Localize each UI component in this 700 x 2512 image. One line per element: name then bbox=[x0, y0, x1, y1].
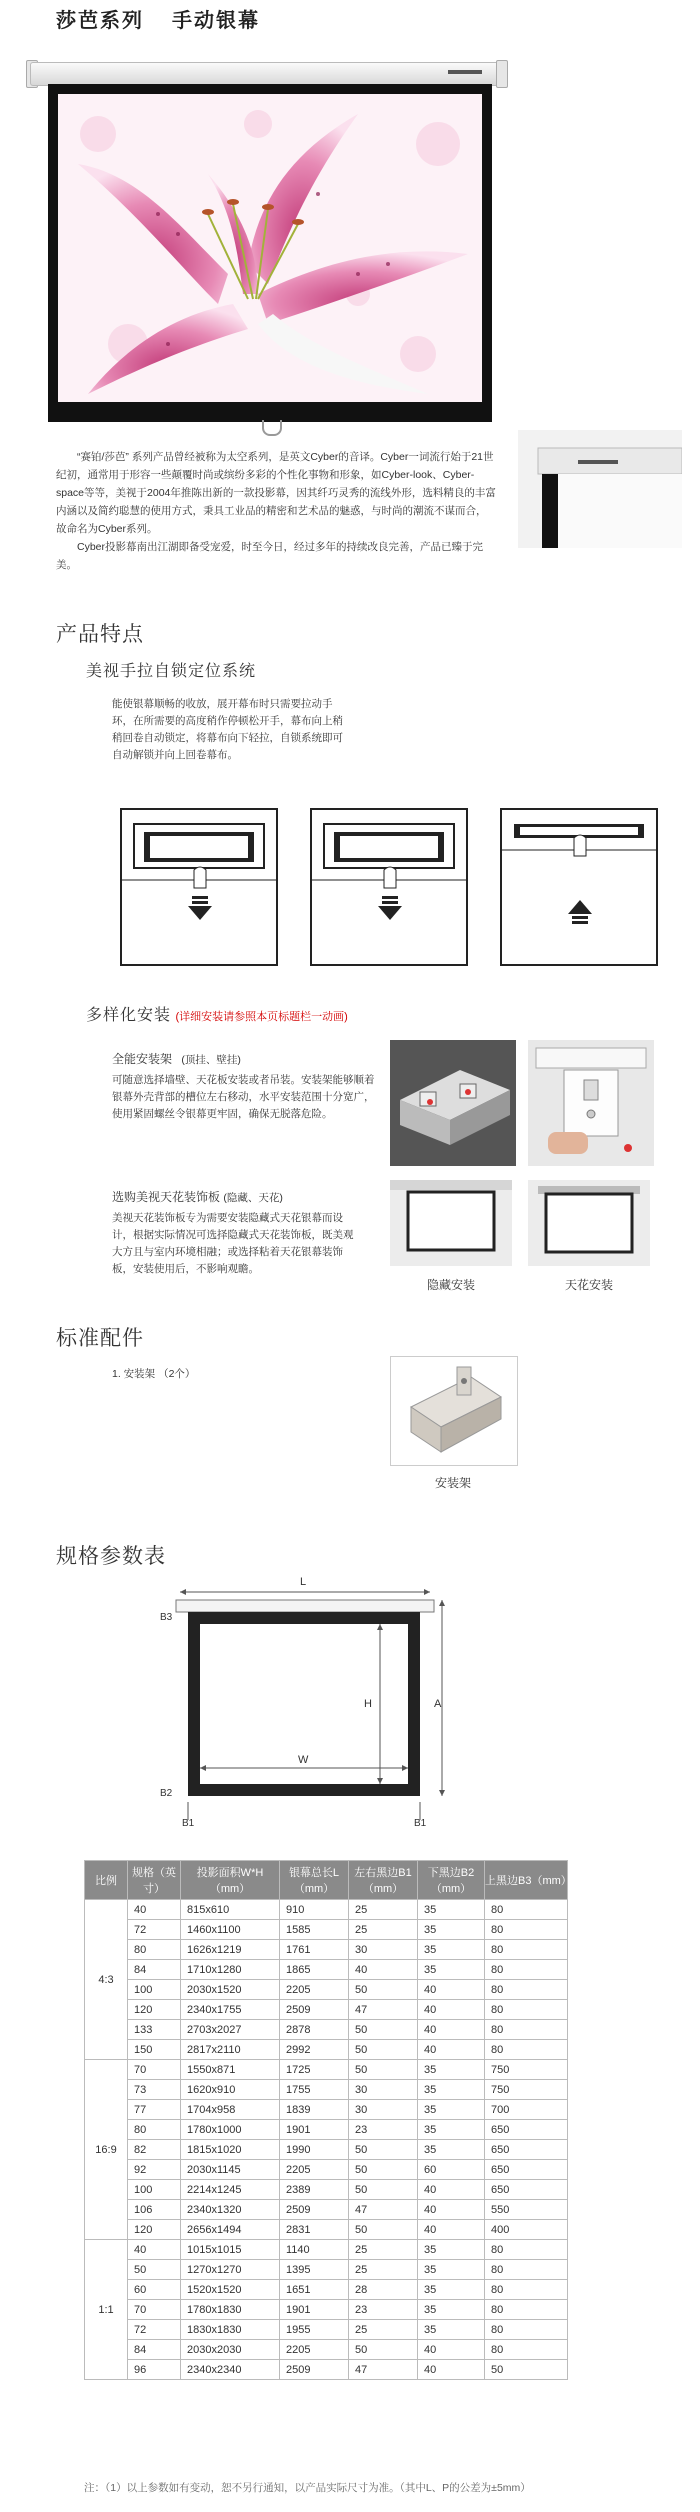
bracket-photo-2 bbox=[528, 1040, 654, 1166]
table-cell: 47 bbox=[349, 2200, 418, 2220]
table-row bbox=[85, 2080, 568, 2100]
table-cell: 2030x2030 bbox=[181, 2340, 280, 2360]
header-area: 投影面积W*H（mm） bbox=[181, 1861, 280, 1900]
table-row bbox=[85, 2260, 568, 2280]
table-cell: 80 bbox=[485, 2260, 568, 2280]
table-cell: 80 bbox=[485, 2020, 568, 2040]
table-row bbox=[85, 2340, 568, 2360]
table-cell: 150 bbox=[128, 2040, 181, 2060]
header-b1: 左右黑边B1（mm） bbox=[349, 1861, 418, 1900]
table-cell: 80 bbox=[485, 2280, 568, 2300]
table-cell: 35 bbox=[418, 2280, 485, 2300]
accessories-item: 1. 安装架 （2个） bbox=[112, 1368, 196, 1380]
lock-system-text: 能使银幕顺畅的收放，展开幕布时只需要拉动手环，在所需要的高度稍作停顿松开手，幕布向上稍稍回卷自动锁定，将幕布向下轻拉，自锁系统即可自动解锁并向上回卷幕布。 bbox=[112, 698, 343, 761]
table-cell: 1901 bbox=[280, 2300, 349, 2320]
header-length: 银幕总长L（mm） bbox=[280, 1861, 349, 1900]
label-B1-right: B1 bbox=[414, 1818, 427, 1829]
table-cell: 60 bbox=[418, 2160, 485, 2180]
table-cell: 40 bbox=[418, 2200, 485, 2220]
table-cell: 40 bbox=[418, 2220, 485, 2240]
table-row bbox=[85, 2300, 568, 2320]
table-cell: 28 bbox=[349, 2280, 418, 2300]
spec-table-header bbox=[85, 1861, 568, 1900]
table-cell: 70 bbox=[128, 2060, 181, 2080]
table-cell: 80 bbox=[485, 1920, 568, 1940]
table-cell: 1395 bbox=[280, 2260, 349, 2280]
table-cell: 80 bbox=[485, 2300, 568, 2320]
label-B1-left: B1 bbox=[182, 1818, 195, 1829]
table-cell: 120 bbox=[128, 2000, 181, 2020]
bracket-title: 全能安装架 bbox=[112, 1052, 173, 1066]
ceiling-title: 选购美视天花装饰板 bbox=[112, 1190, 221, 1204]
table-row bbox=[85, 2320, 568, 2340]
table-cell: 1901 bbox=[280, 2120, 349, 2140]
table-cell: 106 bbox=[128, 2200, 181, 2220]
label-W: W bbox=[298, 1754, 309, 1766]
header-b2: 下黑边B2（mm） bbox=[418, 1861, 485, 1900]
table-cell: 35 bbox=[418, 2080, 485, 2100]
table-cell: 1651 bbox=[280, 2280, 349, 2300]
table-cell: 72 bbox=[128, 2320, 181, 2340]
install-heading bbox=[86, 1002, 348, 1025]
table-cell: 2878 bbox=[280, 2020, 349, 2040]
table-cell: 50 bbox=[128, 2260, 181, 2280]
intro-paragraph-2: Cyber投影幕南出江湖即备受宠爱，时至今日，经过多年的持续改良完善，产品已臻于完美。 bbox=[56, 541, 484, 571]
table-cell: 25 bbox=[349, 2260, 418, 2280]
table-cell: 50 bbox=[349, 2160, 418, 2180]
lily-flower-image bbox=[58, 94, 482, 402]
table-cell: 50 bbox=[349, 2040, 418, 2060]
spec-table-wrapper bbox=[84, 1860, 572, 2380]
table-row bbox=[85, 2160, 568, 2180]
bracket-accessory-caption: 安装架 bbox=[434, 1476, 471, 1490]
ceiling-heading bbox=[112, 1188, 283, 1205]
table-row bbox=[85, 2100, 568, 2120]
table-cell: 96 bbox=[128, 2360, 181, 2380]
table-cell: 35 bbox=[418, 1960, 485, 1980]
table-cell: 400 bbox=[485, 2220, 568, 2240]
table-cell: 35 bbox=[418, 2240, 485, 2260]
table-cell: 80 bbox=[485, 1960, 568, 1980]
table-cell: 1550x871 bbox=[181, 2060, 280, 2080]
table-cell: 92 bbox=[128, 2160, 181, 2180]
table-cell: 70 bbox=[128, 2300, 181, 2320]
header-ratio: 比例 bbox=[85, 1861, 128, 1900]
table-cell: 35 bbox=[418, 2060, 485, 2080]
table-cell: 35 bbox=[418, 2320, 485, 2340]
table-cell: 47 bbox=[349, 2000, 418, 2020]
table-cell: 82 bbox=[128, 2140, 181, 2160]
table-row bbox=[85, 2220, 568, 2240]
table-cell: 2389 bbox=[280, 2180, 349, 2200]
table-cell: 1626x1219 bbox=[181, 1940, 280, 1960]
table-cell: 50 bbox=[349, 2060, 418, 2080]
table-cell: 2831 bbox=[280, 2220, 349, 2240]
table-cell: 25 bbox=[349, 2240, 418, 2260]
screen-corner-photo bbox=[518, 430, 682, 548]
table-cell: 35 bbox=[418, 2140, 485, 2160]
table-cell: 1761 bbox=[280, 1940, 349, 1960]
table-cell: 30 bbox=[349, 2100, 418, 2120]
table-cell: 550 bbox=[485, 2200, 568, 2220]
label-L: L bbox=[300, 1576, 307, 1588]
intro-paragraph-1: “赛铂/莎芭” 系列产品曾经被称为太空系列，是英文Cyber的音译。Cyber一词流行始于21世纪初，通常用于形容一些颠覆时尚或缤纷多彩的个性化事物和形象，如Cyber-look、Cyber-space等等，美视于2004年推陈出新的一款投影幕，因其纤巧灵秀的流线外形，选料精良的丰富内涵以及简约聪慧的使用方式，秉具工业品的精密和艺术品的魅惑，与时尚的潮流不谋而合，故命名为Cyber系列。 bbox=[56, 451, 496, 535]
header-b3: 上黑边B3（mm） bbox=[485, 1861, 568, 1900]
table-cell: 25 bbox=[349, 1900, 418, 1920]
table-cell: 1780x1830 bbox=[181, 2300, 280, 2320]
table-row bbox=[85, 2040, 568, 2060]
table-row bbox=[85, 2360, 568, 2380]
table-cell: 47 bbox=[349, 2360, 418, 2380]
product-title: 手动银幕 bbox=[172, 10, 260, 32]
table-cell: 650 bbox=[485, 2180, 568, 2200]
table-row bbox=[85, 2140, 568, 2160]
table-cell: 50 bbox=[485, 2360, 568, 2380]
ratio-cell: 16:9 bbox=[85, 2060, 128, 2240]
table-cell: 80 bbox=[485, 2040, 568, 2060]
table-cell: 35 bbox=[418, 2120, 485, 2140]
ceiling-install-caption: 天花安装 bbox=[564, 1278, 613, 1292]
table-cell: 2205 bbox=[280, 2340, 349, 2360]
table-cell: 120 bbox=[128, 2220, 181, 2240]
lock-system-heading: 美视手拉自锁定位系统 bbox=[86, 663, 257, 680]
bracket-heading bbox=[112, 1050, 241, 1067]
table-cell: 100 bbox=[128, 1980, 181, 2000]
table-cell: 2340x1755 bbox=[181, 2000, 280, 2020]
table-cell: 1520x1520 bbox=[181, 2280, 280, 2300]
table-cell: 50 bbox=[349, 2220, 418, 2240]
spec-heading: 规格参数表 bbox=[56, 1545, 166, 1568]
table-row bbox=[85, 2200, 568, 2220]
table-cell: 50 bbox=[349, 1980, 418, 2000]
table-cell: 40 bbox=[128, 1900, 181, 1920]
install-title: 多样化安装 bbox=[86, 1007, 172, 1024]
table-row bbox=[85, 2240, 568, 2260]
table-cell: 2030x1520 bbox=[181, 1980, 280, 2000]
features-heading: 产品特点 bbox=[56, 623, 144, 646]
table-cell: 2030x1145 bbox=[181, 2160, 280, 2180]
ratio-cell: 1:1 bbox=[85, 2240, 128, 2380]
table-cell: 133 bbox=[128, 2020, 181, 2040]
intro-text bbox=[56, 448, 496, 574]
table-row bbox=[85, 2020, 568, 2040]
bracket-photo-1 bbox=[390, 1040, 516, 1166]
spec-footnote: 注：（1）以上参数如有变动，恕不另行通知，以产品实际尺寸为准。（其中L、P的公差为±5mm） bbox=[84, 2482, 531, 2494]
table-cell: 40 bbox=[418, 2040, 485, 2060]
table-cell: 35 bbox=[418, 1900, 485, 1920]
install-note: (详细安装请参照本页标题栏一动画) bbox=[175, 1011, 348, 1023]
table-row bbox=[85, 1960, 568, 1980]
hidden-install-caption: 隐藏安装 bbox=[426, 1278, 475, 1292]
ceiling-install-photo bbox=[528, 1180, 650, 1266]
table-cell: 750 bbox=[485, 2060, 568, 2080]
table-cell: 35 bbox=[418, 2260, 485, 2280]
table-cell: 1015x1015 bbox=[181, 2240, 280, 2260]
table-cell: 2205 bbox=[280, 1980, 349, 2000]
table-row bbox=[85, 2180, 568, 2200]
table-cell: 80 bbox=[128, 2120, 181, 2140]
table-cell: 2340x1320 bbox=[181, 2200, 280, 2220]
table-cell: 80 bbox=[485, 2340, 568, 2360]
table-cell: 2340x2340 bbox=[181, 2360, 280, 2380]
table-cell: 1990 bbox=[280, 2140, 349, 2160]
table-cell: 650 bbox=[485, 2140, 568, 2160]
table-cell: 650 bbox=[485, 2160, 568, 2180]
table-cell: 1620x910 bbox=[181, 2080, 280, 2100]
table-cell: 2509 bbox=[280, 2000, 349, 2020]
label-B3: B3 bbox=[160, 1612, 173, 1623]
table-cell: 23 bbox=[349, 2120, 418, 2140]
table-cell: 80 bbox=[485, 1900, 568, 1920]
table-cell: 80 bbox=[485, 2320, 568, 2340]
table-cell: 100 bbox=[128, 2180, 181, 2200]
hidden-install-photo bbox=[390, 1180, 512, 1266]
table-cell: 1140 bbox=[280, 2240, 349, 2260]
dimension-diagram bbox=[160, 1576, 450, 1830]
table-cell: 80 bbox=[485, 2240, 568, 2260]
table-cell: 1270x1270 bbox=[181, 2260, 280, 2280]
table-cell: 35 bbox=[418, 1920, 485, 1940]
bracket-accessory-photo bbox=[390, 1356, 518, 1466]
table-cell: 1839 bbox=[280, 2100, 349, 2120]
table-row bbox=[85, 2120, 568, 2140]
table-cell: 2703x2027 bbox=[181, 2020, 280, 2040]
table-row bbox=[85, 1980, 568, 2000]
table-cell: 40 bbox=[418, 2340, 485, 2360]
table-cell: 40 bbox=[418, 2360, 485, 2380]
ceiling-text: 美视天花装饰板专为需要安装隐藏式天花银幕而设计，根据实际情况可选择隐藏式天花装饰板，既美观大方且与室内环境相融；或选择粘着天花银幕装饰板，安装使用后，不影响观瞻。 bbox=[112, 1212, 354, 1275]
label-B2: B2 bbox=[160, 1788, 173, 1799]
lock-diagram-lock bbox=[310, 808, 468, 966]
table-cell: 80 bbox=[485, 1980, 568, 2000]
table-cell: 72 bbox=[128, 1920, 181, 1940]
table-cell: 1755 bbox=[280, 2080, 349, 2100]
table-cell: 25 bbox=[349, 1920, 418, 1940]
table-cell: 2656x1494 bbox=[181, 2220, 280, 2240]
table-cell: 40 bbox=[418, 2180, 485, 2200]
spec-table bbox=[84, 1860, 572, 2380]
spec-table-body bbox=[85, 1900, 568, 2380]
table-cell: 50 bbox=[349, 2340, 418, 2360]
table-cell: 2205 bbox=[280, 2160, 349, 2180]
table-cell: 2509 bbox=[280, 2360, 349, 2380]
table-cell: 30 bbox=[349, 2080, 418, 2100]
table-cell: 1955 bbox=[280, 2320, 349, 2340]
page-title bbox=[56, 4, 260, 33]
table-cell: 1780x1000 bbox=[181, 2120, 280, 2140]
table-row bbox=[85, 2000, 568, 2020]
table-cell: 2992 bbox=[280, 2040, 349, 2060]
table-cell: 30 bbox=[349, 1940, 418, 1960]
table-cell: 40 bbox=[349, 1960, 418, 1980]
table-cell: 40 bbox=[418, 1980, 485, 2000]
table-cell: 1460x1100 bbox=[181, 1920, 280, 1940]
table-cell: 1830x1830 bbox=[181, 2320, 280, 2340]
ceiling-subtitle: (隐藏、天花) bbox=[223, 1192, 283, 1204]
table-cell: 77 bbox=[128, 2100, 181, 2120]
table-cell: 1585 bbox=[280, 1920, 349, 1940]
table-cell: 910 bbox=[280, 1900, 349, 1920]
table-cell: 80 bbox=[485, 1940, 568, 1960]
table-cell: 2509 bbox=[280, 2200, 349, 2220]
label-H: H bbox=[364, 1698, 372, 1710]
lock-diagram-retract bbox=[500, 808, 658, 966]
table-cell: 2817x2110 bbox=[181, 2040, 280, 2060]
table-cell: 25 bbox=[349, 2320, 418, 2340]
table-row bbox=[85, 1920, 568, 1940]
table-cell: 1704x958 bbox=[181, 2100, 280, 2120]
table-cell: 1710x1280 bbox=[181, 1960, 280, 1980]
table-cell: 80 bbox=[128, 1940, 181, 1960]
series-title: 莎芭系列 bbox=[56, 10, 144, 32]
table-row bbox=[85, 1940, 568, 1960]
table-cell: 84 bbox=[128, 1960, 181, 1980]
table-cell: 1815x1020 bbox=[181, 2140, 280, 2160]
table-cell: 40 bbox=[128, 2240, 181, 2260]
table-cell: 40 bbox=[418, 2000, 485, 2020]
table-cell: 50 bbox=[349, 2180, 418, 2200]
table-cell: 1865 bbox=[280, 1960, 349, 1980]
table-cell: 750 bbox=[485, 2080, 568, 2100]
table-row bbox=[85, 2280, 568, 2300]
table-cell: 40 bbox=[418, 2020, 485, 2040]
table-cell: 50 bbox=[349, 2020, 418, 2040]
bracket-text: 可随意选择墙壁、天花板安装或者吊装。安装架能够顺着银幕外壳背部的槽位左右移动，水平安装范围十分宽广，使用紧固螺丝令银幕更牢固，确保无脱落危险。 bbox=[112, 1074, 375, 1120]
table-cell: 815x610 bbox=[181, 1900, 280, 1920]
table-cell: 35 bbox=[418, 2300, 485, 2320]
table-cell: 73 bbox=[128, 2080, 181, 2100]
screen-end-cap-right bbox=[496, 60, 508, 88]
lock-diagram-pull bbox=[120, 808, 278, 966]
table-row bbox=[85, 1900, 568, 1920]
table-cell: 650 bbox=[485, 2120, 568, 2140]
table-cell: 84 bbox=[128, 2340, 181, 2360]
label-A: A bbox=[434, 1698, 442, 1710]
screen-housing bbox=[30, 62, 502, 86]
table-cell: 50 bbox=[349, 2140, 418, 2160]
table-cell: 23 bbox=[349, 2300, 418, 2320]
table-cell: 35 bbox=[418, 1940, 485, 1960]
bracket-subtitle: (顶挂、壁挂) bbox=[181, 1054, 241, 1066]
table-cell: 80 bbox=[485, 2000, 568, 2020]
pull-ring bbox=[262, 420, 282, 436]
table-cell: 35 bbox=[418, 2100, 485, 2120]
table-cell: 700 bbox=[485, 2100, 568, 2120]
table-cell: 60 bbox=[128, 2280, 181, 2300]
ratio-cell: 4:3 bbox=[85, 1900, 128, 2060]
table-cell: 1725 bbox=[280, 2060, 349, 2080]
table-row bbox=[85, 2060, 568, 2080]
header-size: 规格（英寸） bbox=[128, 1861, 181, 1900]
brand-plate bbox=[448, 70, 482, 74]
accessories-heading: 标准配件 bbox=[56, 1327, 144, 1350]
table-cell: 2214x1245 bbox=[181, 2180, 280, 2200]
